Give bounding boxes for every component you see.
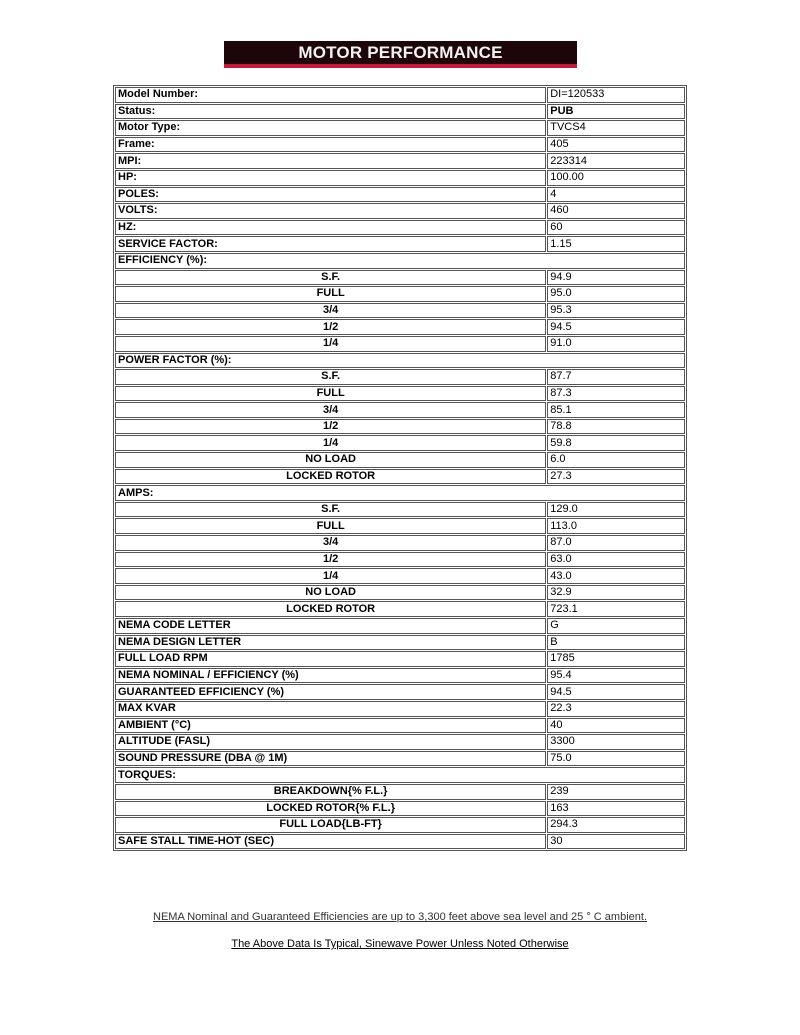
typical-data-note: The Above Data Is Typical, Sinewave Power Unless Noted Otherwise xyxy=(231,938,569,950)
sub-field-label: NO LOAD xyxy=(115,452,546,468)
table-row xyxy=(115,419,685,435)
field-value: 87.3 xyxy=(547,386,685,402)
table-row xyxy=(115,452,685,468)
table-body xyxy=(115,87,685,849)
field-label: ALTITUDE (FASL) xyxy=(115,734,546,750)
sub-field-label: FULL xyxy=(115,286,546,302)
sub-field-label: LOCKED ROTOR{% F.L.} xyxy=(115,801,546,817)
table-row xyxy=(115,701,685,717)
table-row xyxy=(115,784,685,800)
sub-field-label: S.F. xyxy=(115,502,546,518)
table-row xyxy=(115,817,685,833)
field-value: 129.0 xyxy=(547,502,685,518)
field-value: 1.15 xyxy=(547,236,685,252)
page-title: MOTOR PERFORMANCE xyxy=(298,43,503,62)
section-row xyxy=(115,253,685,269)
sub-field-label: LOCKED ROTOR xyxy=(115,469,546,485)
table-row xyxy=(115,684,685,700)
efficiency-note: NEMA Nominal and Guaranteed Efficiencies are up to 3,300 feet above sea level and 25 ° C ambient. xyxy=(153,911,647,923)
field-value: 723.1 xyxy=(547,601,685,617)
table-row xyxy=(115,734,685,750)
field-value: 63.0 xyxy=(547,552,685,568)
field-value: 43.0 xyxy=(547,568,685,584)
field-value: 75.0 xyxy=(547,751,685,767)
field-value: 85.1 xyxy=(547,402,685,418)
table-row xyxy=(115,220,685,236)
table-row xyxy=(115,153,685,169)
field-label: Motor Type: xyxy=(115,120,546,136)
field-value: 94.9 xyxy=(547,270,685,286)
field-label: FULL LOAD RPM xyxy=(115,651,546,667)
field-label: NEMA NOMINAL / EFFICIENCY (%) xyxy=(115,668,546,684)
field-value: 113.0 xyxy=(547,518,685,534)
field-value: 1785 xyxy=(547,651,685,667)
sub-field-label: 1/2 xyxy=(115,319,546,335)
section-label: TORQUES: xyxy=(115,767,685,783)
field-value: 94.5 xyxy=(547,319,685,335)
table-row xyxy=(115,502,685,518)
sub-field-label: LOCKED ROTOR xyxy=(115,601,546,617)
field-label: AMBIENT (°C) xyxy=(115,718,546,734)
table-row xyxy=(115,203,685,219)
table-row xyxy=(115,601,685,617)
field-value: 95.3 xyxy=(547,303,685,319)
table-row xyxy=(115,87,685,103)
table-row xyxy=(115,651,685,667)
table-row xyxy=(115,834,685,850)
field-value: 87.7 xyxy=(547,369,685,385)
field-label: SERVICE FACTOR: xyxy=(115,236,546,252)
sub-field-label: 1/4 xyxy=(115,336,546,352)
table-row xyxy=(115,552,685,568)
field-value: 3300 xyxy=(547,734,685,750)
field-value: TVCS4 xyxy=(547,120,685,136)
field-label: NEMA DESIGN LETTER xyxy=(115,635,546,651)
field-label: Frame: xyxy=(115,137,546,153)
field-value: 100.00 xyxy=(547,170,685,186)
field-label: Model Number: xyxy=(115,87,546,103)
table-row xyxy=(115,402,685,418)
field-value: 78.8 xyxy=(547,419,685,435)
field-value: 59.8 xyxy=(547,435,685,451)
sub-field-label: 3/4 xyxy=(115,535,546,551)
table-row xyxy=(115,319,685,335)
field-value: 27.3 xyxy=(547,469,685,485)
table-row xyxy=(115,751,685,767)
table-row xyxy=(115,635,685,651)
sub-field-label: FULL xyxy=(115,518,546,534)
field-value: 223314 xyxy=(547,153,685,169)
field-label: GUARANTEED EFFICIENCY (%) xyxy=(115,684,546,700)
field-label: NEMA CODE LETTER xyxy=(115,618,546,634)
table-row xyxy=(115,668,685,684)
table-row xyxy=(115,286,685,302)
sub-field-label: S.F. xyxy=(115,369,546,385)
sub-field-label: NO LOAD xyxy=(115,585,546,601)
section-label: POWER FACTOR (%): xyxy=(115,353,685,369)
sub-field-label: 3/4 xyxy=(115,402,546,418)
field-label: POLES: xyxy=(115,187,546,203)
table-row xyxy=(115,137,685,153)
field-label: MPI: xyxy=(115,153,546,169)
table-row xyxy=(115,518,685,534)
table-row xyxy=(115,369,685,385)
field-label: MAX KVAR xyxy=(115,701,546,717)
field-value: 60 xyxy=(547,220,685,236)
sub-field-label: S.F. xyxy=(115,270,546,286)
field-value: PUB xyxy=(547,104,685,120)
table-row xyxy=(115,104,685,120)
table-row xyxy=(115,303,685,319)
field-value: B xyxy=(547,635,685,651)
field-value: 91.0 xyxy=(547,336,685,352)
field-label: Status: xyxy=(115,104,546,120)
table-row xyxy=(115,568,685,584)
title-banner xyxy=(224,41,577,68)
table-row xyxy=(115,801,685,817)
field-label: SOUND PRESSURE (DBA @ 1M) xyxy=(115,751,546,767)
table-row xyxy=(115,386,685,402)
sub-field-label: FULL LOAD{LB-FT} xyxy=(115,817,546,833)
field-value: DI=120533 xyxy=(547,87,685,103)
table-row xyxy=(115,469,685,485)
field-label: SAFE STALL TIME-HOT (SEC) xyxy=(115,834,546,850)
table-row xyxy=(115,270,685,286)
field-value: 163 xyxy=(547,801,685,817)
field-value: 30 xyxy=(547,834,685,850)
sub-field-label: FULL xyxy=(115,386,546,402)
field-value: 460 xyxy=(547,203,685,219)
sub-field-label: 3/4 xyxy=(115,303,546,319)
field-value: G xyxy=(547,618,685,634)
field-value: 239 xyxy=(547,784,685,800)
field-value: 95.0 xyxy=(547,286,685,302)
sub-field-label: 1/2 xyxy=(115,419,546,435)
sub-field-label: BREAKDOWN{% F.L.} xyxy=(115,784,546,800)
section-label: AMPS: xyxy=(115,485,685,501)
motor-performance-table xyxy=(113,85,687,851)
field-value: 95.4 xyxy=(547,668,685,684)
field-value: 22.3 xyxy=(547,701,685,717)
table-row xyxy=(115,435,685,451)
table-row xyxy=(115,618,685,634)
field-value: 94.5 xyxy=(547,684,685,700)
field-value: 32.9 xyxy=(547,585,685,601)
section-row xyxy=(115,485,685,501)
table-row xyxy=(115,170,685,186)
section-row xyxy=(115,767,685,783)
table-row xyxy=(115,585,685,601)
field-value: 6.0 xyxy=(547,452,685,468)
field-value: 405 xyxy=(547,137,685,153)
field-value: 87.0 xyxy=(547,535,685,551)
field-label: HZ: xyxy=(115,220,546,236)
table-row xyxy=(115,187,685,203)
table-row xyxy=(115,718,685,734)
field-label: HP: xyxy=(115,170,546,186)
section-row xyxy=(115,353,685,369)
field-value: 4 xyxy=(547,187,685,203)
sub-field-label: 1/4 xyxy=(115,568,546,584)
section-label: EFFICIENCY (%): xyxy=(115,253,685,269)
table-row xyxy=(115,236,685,252)
table-row xyxy=(115,336,685,352)
field-label: VOLTS: xyxy=(115,203,546,219)
field-value: 40 xyxy=(547,718,685,734)
table-row xyxy=(115,120,685,136)
table-row xyxy=(115,535,685,551)
field-value: 294.3 xyxy=(547,817,685,833)
sub-field-label: 1/4 xyxy=(115,435,546,451)
sub-field-label: 1/2 xyxy=(115,552,546,568)
